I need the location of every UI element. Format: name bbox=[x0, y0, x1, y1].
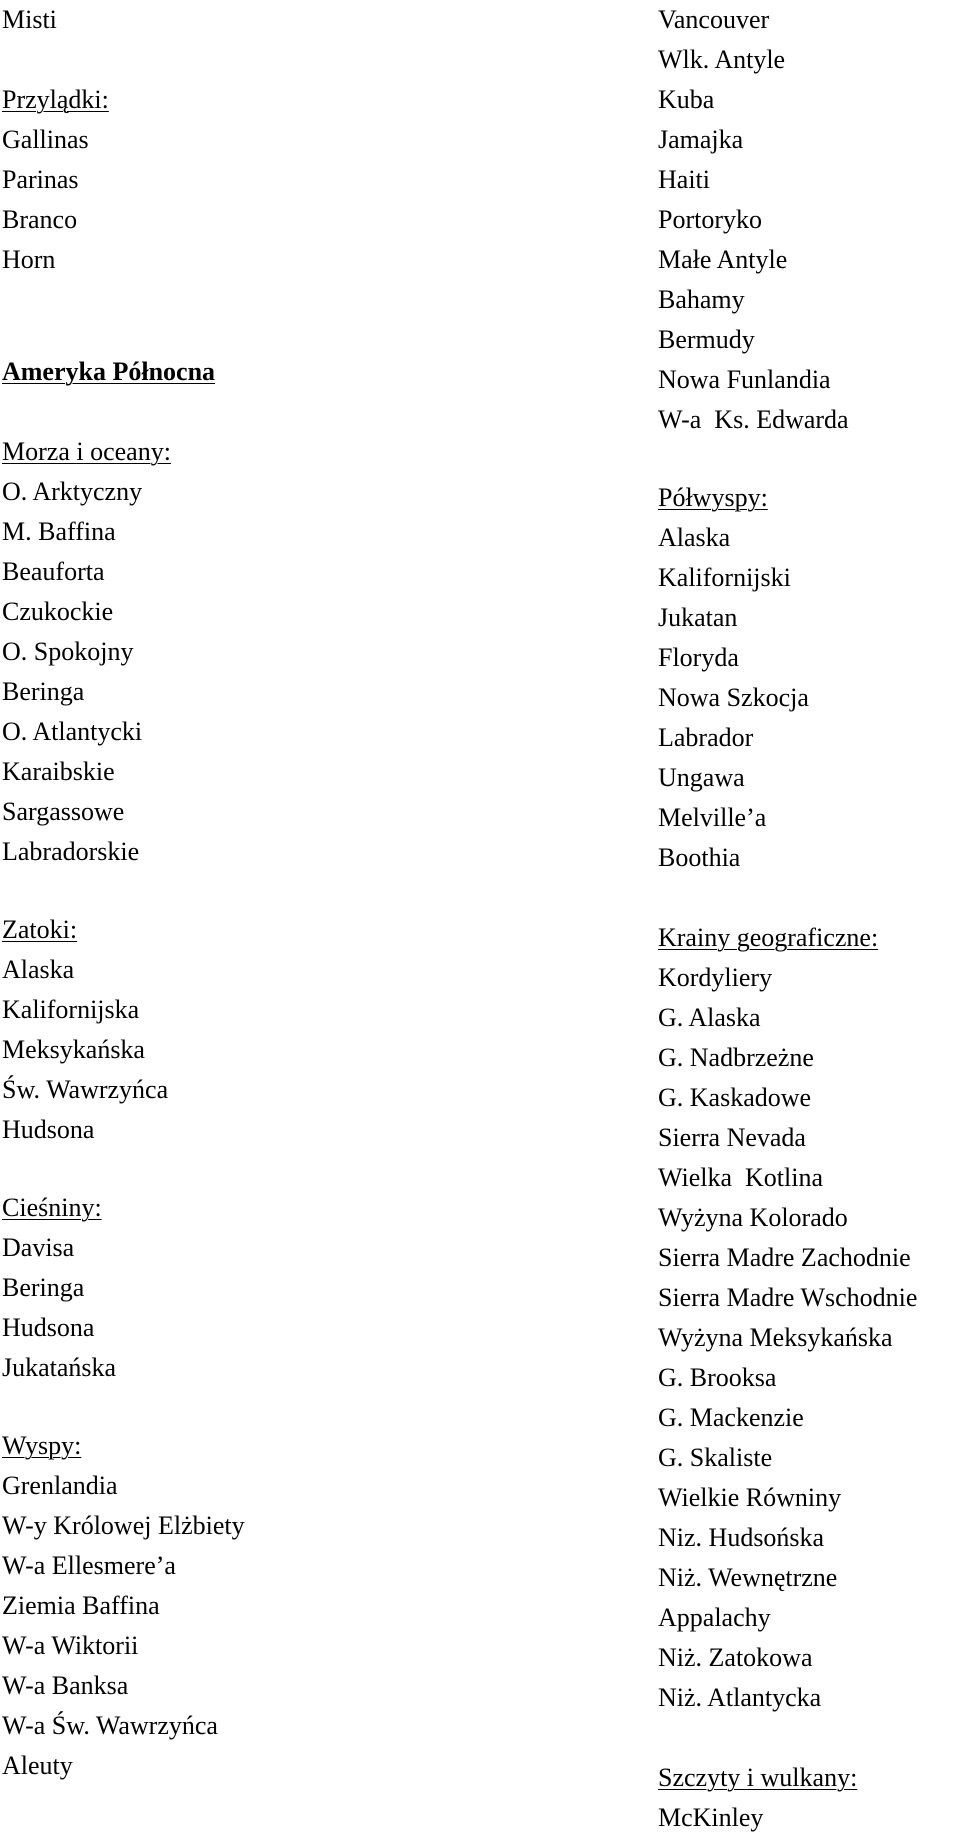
list-item: Nowa Szkocja bbox=[658, 683, 809, 712]
list-item: Davisa bbox=[2, 1233, 75, 1262]
list-item: W-a Banksa bbox=[2, 1671, 129, 1700]
list-item: G. Alaska bbox=[658, 1003, 761, 1032]
spacer bbox=[2, 1388, 642, 1426]
list-item: Meksykańska bbox=[2, 1035, 145, 1064]
list-item: Kuba bbox=[658, 85, 715, 114]
list-item: Beauforta bbox=[2, 557, 105, 586]
list-item: Ziemia Baffina bbox=[2, 1591, 160, 1620]
list-item: Alaska bbox=[2, 955, 75, 984]
spacer bbox=[2, 40, 642, 80]
list-item: W-a Wiktorii bbox=[2, 1631, 139, 1660]
list-item: Alaska bbox=[658, 523, 731, 552]
list-item: Wyżyna Kolorado bbox=[658, 1203, 848, 1232]
list-item: Boothia bbox=[658, 843, 741, 872]
section-heading-capes: Przylądki: bbox=[2, 85, 109, 114]
list-item: Branco bbox=[2, 205, 78, 234]
list-item: Sierra Madre Zachodnie bbox=[658, 1243, 911, 1272]
list-item: Bahamy bbox=[658, 285, 745, 314]
spacer bbox=[658, 878, 958, 918]
list-item: G. Mackenzie bbox=[658, 1403, 804, 1432]
list-item: Jukatan bbox=[658, 603, 738, 632]
list-item: W-a Ks. Edwarda bbox=[658, 405, 849, 434]
list-item: Niz. Hudsońska bbox=[658, 1523, 825, 1552]
spacer bbox=[658, 440, 958, 478]
spacer bbox=[2, 1150, 642, 1188]
list-item: Kalifornijska bbox=[2, 995, 140, 1024]
list-item: Św. Wawrzyńca bbox=[2, 1075, 169, 1104]
list-item: G. Kaskadowe bbox=[658, 1083, 812, 1112]
list-item: Sierra Madre Wschodnie bbox=[658, 1283, 918, 1312]
list-item: Niż. Atlantycka bbox=[658, 1683, 822, 1712]
list-item: Gallinas bbox=[2, 125, 89, 154]
list-item: Jukatańska bbox=[2, 1353, 117, 1382]
list-item: Wielka Kotlina bbox=[658, 1163, 824, 1192]
list-item: G. Nadbrzeżne bbox=[658, 1043, 814, 1072]
list-item: Karaibskie bbox=[2, 757, 115, 786]
spacer bbox=[2, 872, 642, 910]
list-item: Beringa bbox=[2, 1273, 85, 1302]
list-item: Ungawa bbox=[658, 763, 745, 792]
section-heading-straits: Cieśniny: bbox=[2, 1193, 102, 1222]
list-item: Małe Antyle bbox=[658, 245, 788, 274]
list-item: G. Skaliste bbox=[658, 1443, 773, 1472]
list-item: Kordyliery bbox=[658, 963, 773, 992]
list-item: Sierra Nevada bbox=[658, 1123, 806, 1152]
list-item: Parinas bbox=[2, 165, 79, 194]
section-heading-islands: Wyspy: bbox=[2, 1431, 82, 1460]
list-item: Horn bbox=[2, 245, 56, 274]
list-item: Vancouver bbox=[658, 5, 770, 34]
list-item: O. Arktyczny bbox=[2, 477, 143, 506]
section-heading-peninsulas: Półwyspy: bbox=[658, 483, 768, 512]
list-item: Jamajka bbox=[658, 125, 744, 154]
list-item: O. Spokojny bbox=[2, 637, 134, 666]
list-item: O. Atlantycki bbox=[2, 717, 143, 746]
list-item: Bermudy bbox=[658, 325, 755, 354]
list-item: Hudsona bbox=[2, 1313, 95, 1342]
section-heading-bays: Zatoki: bbox=[2, 915, 78, 944]
list-item: G. Brooksa bbox=[658, 1363, 777, 1392]
list-item: Melville’a bbox=[658, 803, 767, 832]
spacer bbox=[2, 280, 642, 352]
list-item: Wyżyna Meksykańska bbox=[658, 1323, 893, 1352]
spacer bbox=[2, 392, 642, 432]
list-item: W-a Św. Wawrzyńca bbox=[2, 1711, 218, 1740]
region-title: Ameryka Północna bbox=[2, 357, 216, 386]
section-heading-peaks: Szczyty i wulkany: bbox=[658, 1763, 858, 1792]
list-item: Misti bbox=[2, 5, 57, 34]
list-item: Kalifornijski bbox=[658, 563, 791, 592]
list-item: M. Baffina bbox=[2, 517, 116, 546]
list-item: Niż. Wewnętrzne bbox=[658, 1563, 838, 1592]
list-item: Labrador bbox=[658, 723, 754, 752]
list-item: Wlk. Antyle bbox=[658, 45, 786, 74]
list-item: Appalachy bbox=[658, 1603, 771, 1632]
list-item: Sargassowe bbox=[2, 797, 125, 826]
list-item: Labradorskie bbox=[2, 837, 140, 866]
list-item: W-y Królowej Elżbiety bbox=[2, 1511, 245, 1540]
list-item: McKinley bbox=[658, 1803, 764, 1832]
list-item: Wielkie Równiny bbox=[658, 1483, 842, 1512]
list-item: Haiti bbox=[658, 165, 710, 194]
list-item: Niż. Zatokowa bbox=[658, 1643, 813, 1672]
section-heading-regions: Krainy geograficzne: bbox=[658, 923, 879, 952]
list-item: W-a Ellesmere’a bbox=[2, 1551, 176, 1580]
right-column bbox=[658, 0, 958, 1838]
list-item: Portoryko bbox=[658, 205, 762, 234]
list-item: Floryda bbox=[658, 643, 739, 672]
list-item: Hudsona bbox=[2, 1115, 95, 1144]
list-item: Aleuty bbox=[2, 1751, 73, 1780]
list-item: Grenlandia bbox=[2, 1471, 118, 1500]
list-item: Nowa Funlandia bbox=[658, 365, 831, 394]
section-heading-seas: Morza i oceany: bbox=[2, 437, 171, 466]
list-item: Beringa bbox=[2, 677, 85, 706]
left-column bbox=[2, 0, 642, 1786]
spacer bbox=[658, 1718, 958, 1758]
list-item: Czukockie bbox=[2, 597, 114, 626]
